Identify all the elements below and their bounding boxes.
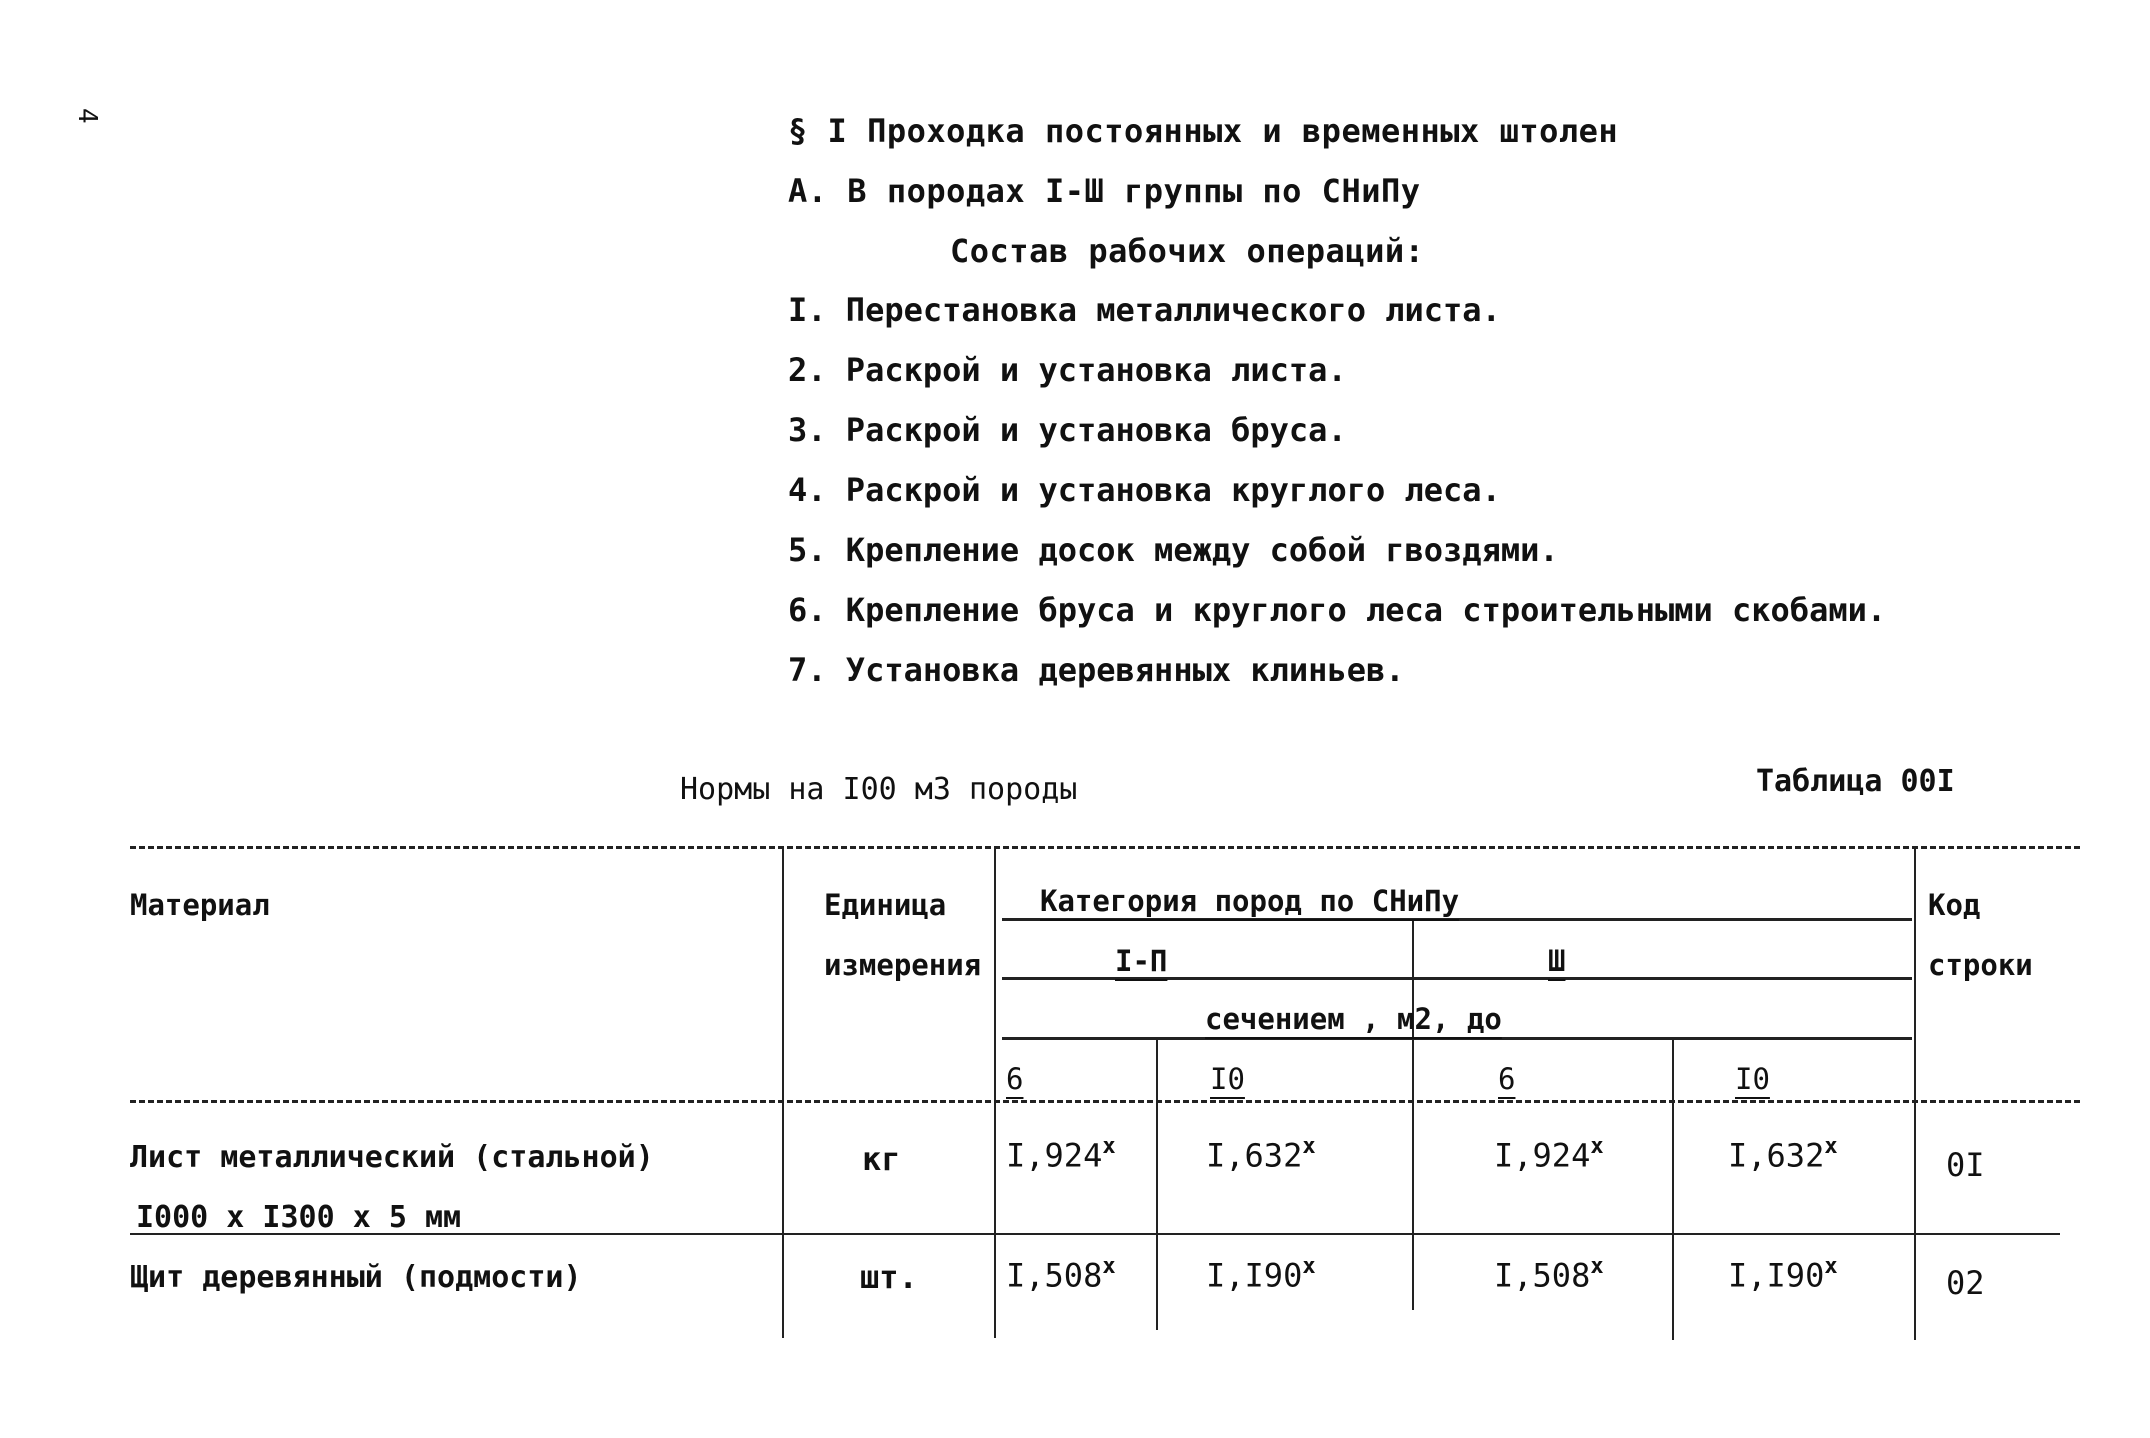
row-code: 02 bbox=[1946, 1264, 1985, 1302]
value-cell: I,632$^x$ bbox=[1728, 1134, 1838, 1175]
operations-heading: Состав рабочих операций: bbox=[950, 232, 1425, 270]
header-material: Материал bbox=[130, 888, 270, 922]
row-code: 0I bbox=[1946, 1146, 1985, 1184]
table-top-rule bbox=[130, 846, 2080, 849]
norms-caption: Нормы на I00 м3 породы bbox=[680, 772, 1078, 807]
header-unit: Единица bbox=[824, 888, 947, 922]
operation-item: 2. Раскрой и установка листа. bbox=[788, 351, 1347, 389]
category-underline bbox=[1002, 918, 1912, 921]
table-vrule bbox=[994, 848, 996, 1338]
table-caption: Таблица 00I bbox=[1756, 764, 1955, 799]
header-bottom-rule bbox=[130, 1100, 2080, 1103]
section-title: § I Проходка постоянных и временных штолен bbox=[788, 112, 1619, 150]
unit-cell: шт. bbox=[860, 1258, 918, 1296]
page-number: 4 bbox=[72, 108, 102, 124]
value-cell: I,508$^x$ bbox=[1494, 1254, 1604, 1295]
subheader-cell: 6 bbox=[1498, 1062, 1516, 1096]
value-cell: I,508$^x$ bbox=[1006, 1254, 1116, 1295]
table-vrule bbox=[1914, 848, 1916, 1340]
value-cell: I,924$^x$ bbox=[1494, 1134, 1604, 1175]
header-group-2: Ш bbox=[1548, 944, 1566, 978]
table-vrule bbox=[1156, 1040, 1158, 1330]
header-group-1: I-П bbox=[1115, 944, 1168, 978]
subheader-cell: I0 bbox=[1210, 1062, 1245, 1096]
section-underline bbox=[1002, 1037, 1912, 1040]
operation-item: I. Перестановка металлического листа. bbox=[788, 291, 1501, 329]
subheader-cell: 6 bbox=[1006, 1062, 1024, 1096]
material-dimensions: I000 x I300 x 5 мм bbox=[136, 1200, 462, 1235]
value-cell: I,924$^x$ bbox=[1006, 1134, 1116, 1175]
table-vrule bbox=[1672, 1040, 1674, 1340]
header-unit-2: измерения bbox=[824, 948, 982, 982]
material-name: Лист металлический (стальной) bbox=[130, 1140, 654, 1175]
operation-item: 5. Крепление досок между собой гвоздями. bbox=[788, 531, 1559, 569]
material-name: Щит деревянный (подмости) bbox=[130, 1260, 582, 1295]
unit-cell: кг bbox=[862, 1140, 901, 1178]
operation-item: 7. Установка деревянных клиньев. bbox=[788, 651, 1405, 689]
header-section: сечением , м2, до bbox=[1205, 1002, 1502, 1036]
operation-item: 3. Раскрой и установка бруса. bbox=[788, 411, 1347, 449]
value-cell: I,I90$^x$ bbox=[1206, 1254, 1316, 1295]
operation-item: 4. Раскрой и установка круглого леса. bbox=[788, 471, 1501, 509]
subheader-cell: I0 bbox=[1735, 1062, 1770, 1096]
subsection-title: А. В породах I-Ш группы по СНиПу bbox=[788, 172, 1421, 210]
value-cell: I,632$^x$ bbox=[1206, 1134, 1316, 1175]
operation-item: 6. Крепление бруса и круглого леса строительными скобами. bbox=[788, 591, 1887, 629]
operations-list bbox=[788, 290, 1886, 710]
header-code: Код bbox=[1928, 888, 1981, 922]
value-cell: I,I90$^x$ bbox=[1728, 1254, 1838, 1295]
header-code-2: строки bbox=[1928, 948, 2033, 982]
table-vrule bbox=[782, 848, 784, 1338]
table-vrule bbox=[1412, 920, 1414, 1310]
header-category: Категория пород по СНиПу bbox=[1040, 884, 1460, 918]
